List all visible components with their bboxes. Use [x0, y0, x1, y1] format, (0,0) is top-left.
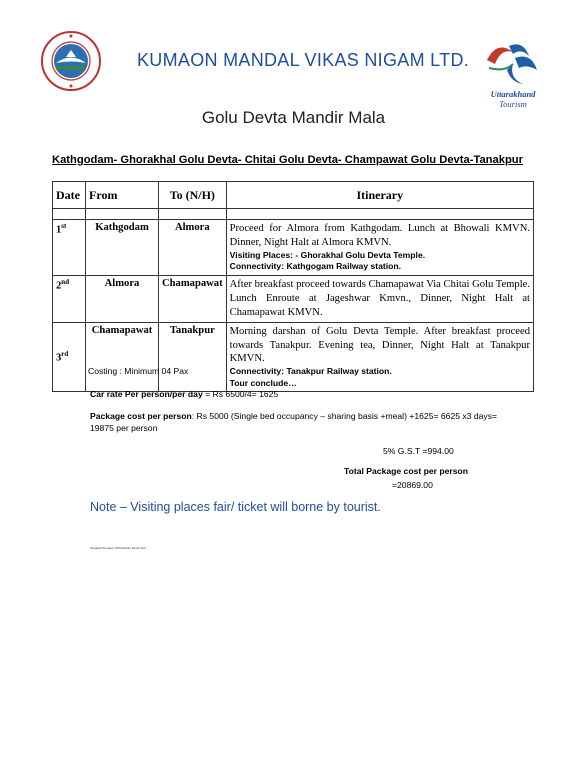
page-title: Golu Devta Mandir Mala	[201, 108, 386, 127]
itinerary-table	[52, 181, 534, 392]
itinerary-note: Tour conclude…	[229, 377, 297, 388]
row-from: Kathgodam	[86, 220, 159, 276]
route-title: Kathgodam- Ghorakhal Golu Devta- Chitai Golu Devta- Champawat Golu Devta-Tanakpur	[52, 154, 523, 166]
itinerary-text: After breakfast proceed towards Chamapawat Via Chitai Golu Temple. Lunch Enroute at Jageshwar Kmvn., Dinner, Night Halt at Chamapawat KMVN.	[229, 278, 530, 318]
table-row	[53, 322, 534, 392]
org-name: KUMAON MANDAL VIKAS NIGAM LTD.	[137, 50, 470, 70]
itinerary-note: Visiting Places: - Ghorakhal Golu Devta Temple.	[229, 249, 426, 260]
gst-line: 5% G.S.T =994.00	[383, 446, 454, 456]
total-value: =20869.00	[392, 480, 433, 490]
package-cost: Package cost per person: Rs 5000 (Single bed occupancy – sharing basis +meal) +1625= 6625 x3 days= 19875 per person	[90, 411, 498, 434]
row-to: Tanakpur	[159, 322, 227, 392]
costing-line: Costing : Minimum 04 Pax	[88, 366, 189, 376]
table-row	[53, 220, 534, 276]
tourism-text: Uttarakhand	[490, 89, 536, 99]
uttarakhand-tourism-logo-icon	[479, 38, 547, 118]
header-date: Date	[53, 182, 86, 209]
header-from: From	[86, 182, 159, 209]
kmvn-seal-icon	[40, 30, 102, 92]
header-to: To (N/H)	[159, 182, 227, 209]
note-text: Note – Visiting places fair/ ticket will borne by tourist.	[90, 500, 381, 514]
car-rate: Car rate Per person/per day = Rs 6500/4= 1625	[90, 389, 279, 399]
table-header-row	[53, 182, 534, 209]
row-itinerary	[226, 322, 533, 392]
row-day: 3rd	[53, 322, 86, 392]
tourism-text-2: Tourism	[499, 99, 527, 109]
row-to: Chamapawat	[159, 275, 227, 322]
itinerary-note: Connectivity: Tanakpur Railway station.	[229, 366, 392, 377]
row-itinerary	[226, 220, 533, 276]
row-from: Almora	[86, 275, 159, 322]
header-itinerary: Itinerary	[226, 182, 533, 209]
table-row	[53, 275, 534, 322]
row-from: Chamapawat	[86, 322, 159, 392]
footer-small-text: Tanakpur/Kumaon KMVN/Golu Devta Tour	[90, 546, 147, 550]
row-day: 2nd	[53, 275, 86, 322]
total-label: Total Package cost per person	[344, 466, 469, 476]
row-day: 1st	[53, 220, 86, 276]
itinerary-text: Morning darshan of Golu Devta Temple. After breakfast proceed towards Tanakpur. Evening tea, Dinner, Night Halt at Tanakpur KMVN.	[229, 325, 530, 365]
row-itinerary	[226, 275, 533, 322]
itinerary-text: Proceed for Almora from Kathgodam. Lunch at Bhowali KMVN. Dinner, Night Halt at Almora KMVN.	[229, 223, 530, 248]
row-to: Almora	[159, 220, 227, 276]
itinerary-note: Connectivity: Kathgogam Railway station.	[229, 261, 402, 272]
